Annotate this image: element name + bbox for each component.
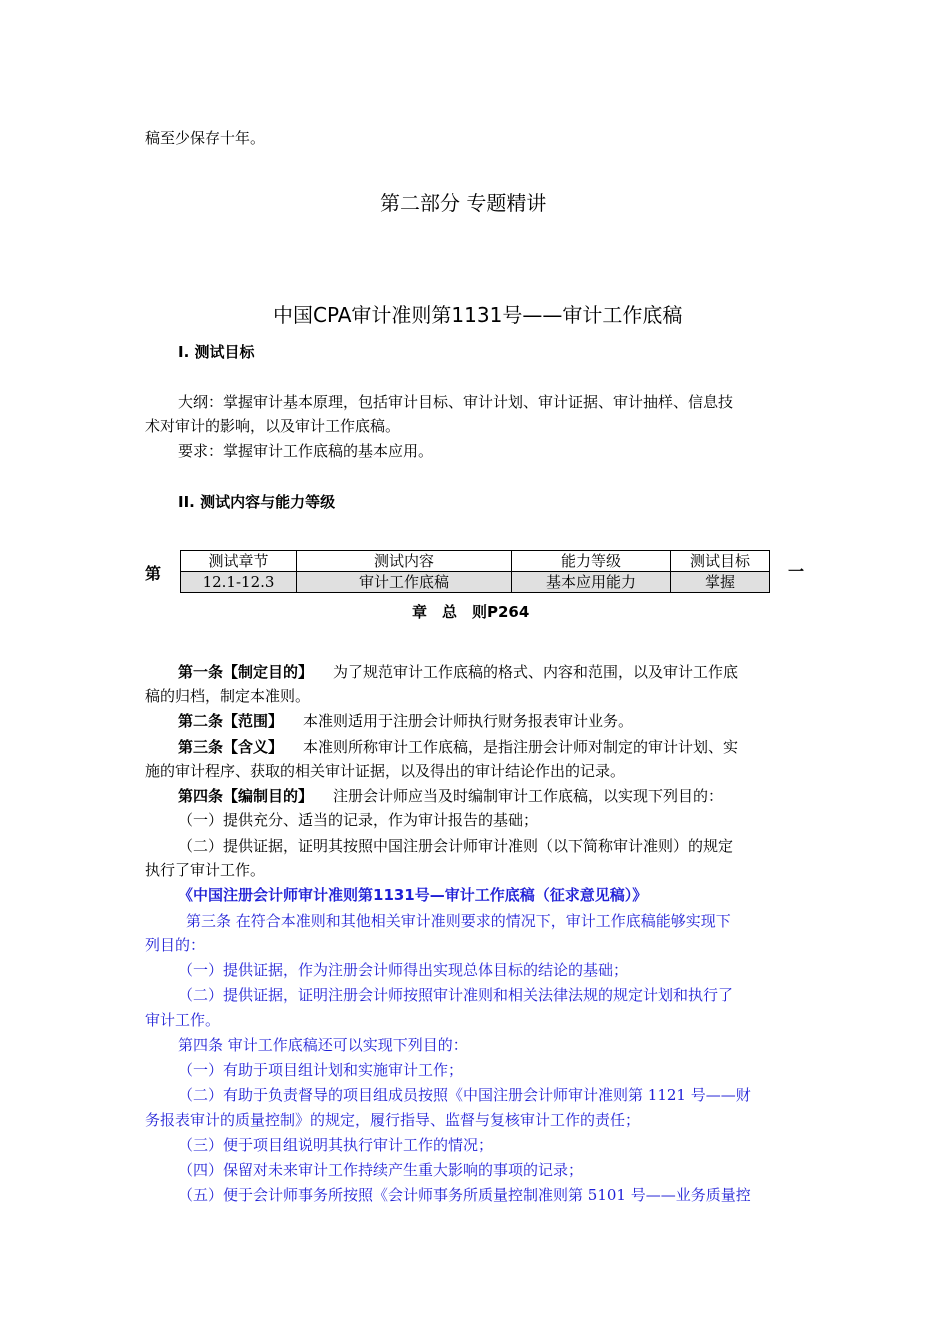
part-title: 第二部分 专题精讲 [380,191,547,215]
draft-article-4-item-2-line-1: （二）有助于负责督导的项目组成员按照《中国注册会计师审计准则第 1121 号——财 [178,1086,751,1104]
document-title: 中国CPA审计准则第1131号——审计工作底稿 [273,303,683,327]
draft-article-4-item-4: （四）保留对未来审计工作持续产生重大影响的事项的记录； [178,1161,584,1179]
continuation-text: 稿至少保存十年。 [145,129,266,147]
article-2-label: 第二条【范围】 [178,712,284,730]
table-header-goal: 测试目标 [671,551,770,572]
article-1-text: 为了规范审计工作底稿的格式、内容和范围，以及审计工作底 [333,663,739,681]
article-1-label: 第一条【制定目的】 [178,663,314,681]
chapter-title: 章 总 则P264 [412,603,530,621]
outline-line-1: 大纲：掌握审计基本原理，包括审计目标、审计计划、审计证据、审计抽样、信息技 [178,393,734,411]
article-3-label: 第三条【含义】 [178,738,284,756]
article-4-item-1: （一）提供充分、适当的记录，作为审计报告的基础； [178,811,539,829]
outline-line-2: 术对审计的影响，以及审计工作底稿。 [145,417,401,435]
article-4-item-2-line-1: （二）提供证据，证明其按照中国注册会计师审计准则（以下简称审计准则）的规定 [178,837,734,855]
section-heading-content: II. 测试内容与能力等级 [178,493,336,511]
article-4-line [178,786,723,806]
draft-article-4-item-1: （一）有助于项目组计划和实施审计工作； [178,1061,464,1079]
requirement-line: 要求：掌握审计工作底稿的基本应用。 [178,442,434,460]
draft-article-4-item-5: （五）便于会计师事务所按照《会计师事务所质量控制准则第 5101 号——业务质量控 [178,1186,751,1204]
draft-title: 《中国注册会计师审计准则第1131号—审计工作底稿（征求意见稿）》 [178,886,648,904]
article-3-line-2: 施的审计程序、获取的相关审计证据，以及得出的审计结论作出的记录。 [145,762,626,780]
draft-article-3-line-2: 列目的： [145,936,206,954]
article-2-text: 本准则适用于注册会计师执行财务报表审计业务。 [303,712,634,730]
article-3-text: 本准则所称审计工作底稿，是指注册会计师对制定的审计计划、实 [303,738,739,756]
table-cell-level: 基本应用能力 [512,572,671,593]
test-table [180,550,770,593]
chapter-prefix: 第 [145,564,162,583]
draft-article-3-item-2-line-1: （二）提供证据，证明注册会计师按照审计准则和相关法律法规的规定计划和执行了 [178,986,734,1004]
article-1-line-1 [178,662,738,682]
table-cell-goal: 掌握 [671,572,770,593]
draft-article-3-item-1: （一）提供证据，作为注册会计师得出实现总体目标的结论的基础； [178,961,629,979]
article-4-label: 第四条【编制目的】 [178,787,314,805]
table-header-chapter: 测试章节 [181,551,297,572]
article-3-line-1 [178,737,738,757]
draft-article-3-item-2-line-2: 审计工作。 [145,1011,221,1029]
table-header-level: 能力等级 [512,551,671,572]
draft-article-4-item-2-line-2: 务报表审计的质量控制》的规定，履行指导、监督与复核审计工作的责任； [145,1111,641,1129]
chapter-number: 一 [788,562,805,581]
article-4-text: 注册会计师应当及时编制审计工作底稿，以实现下列目的： [333,787,724,805]
article-2-line [178,711,633,731]
draft-article-4: 第四条 审计工作底稿还可以实现下列目的： [178,1036,468,1054]
draft-article-4-item-3: （三）便于项目组说明其执行审计工作的情况； [178,1136,494,1154]
table-cell-chapter: 12.1-12.3 [181,572,297,593]
article-4-item-2-line-2: 执行了审计工作。 [145,861,266,879]
draft-article-3-line-1: 第三条 在符合本准则和其他相关审计准则要求的情况下，审计工作底稿能够实现下 [186,912,731,930]
article-1-line-2: 稿的归档，制定本准则。 [145,687,311,705]
table-header-content: 测试内容 [297,551,512,572]
table-cell-content: 审计工作底稿 [297,572,512,593]
section-heading-objectives: I. 测试目标 [178,343,255,361]
